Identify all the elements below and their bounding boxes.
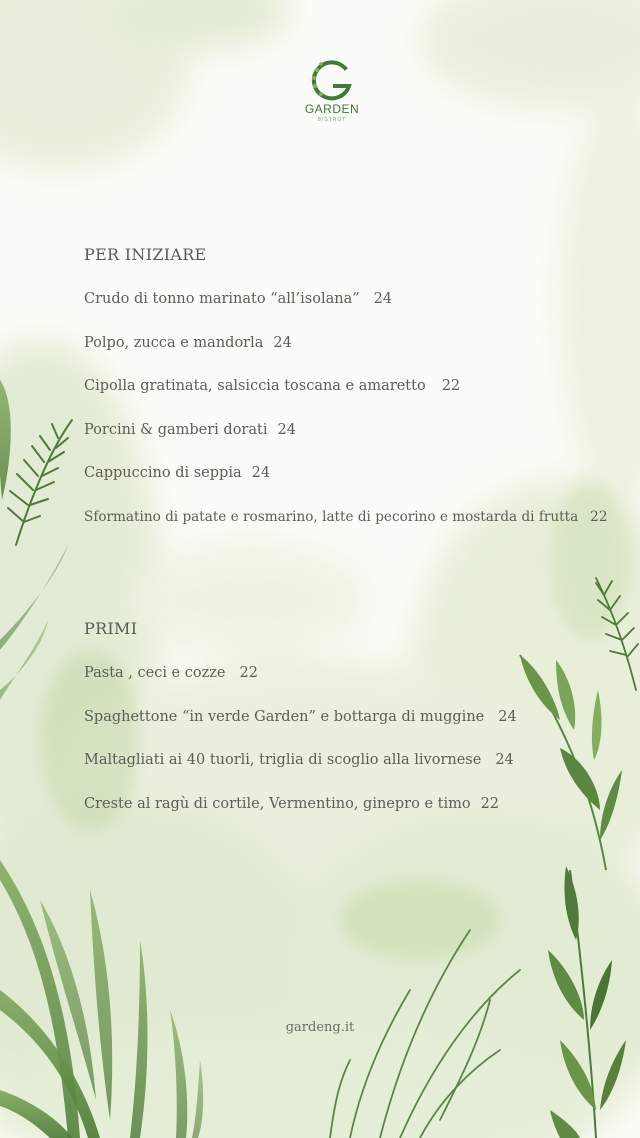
dish-name: Polpo, zucca e mandorla: [84, 334, 264, 351]
dish-price: 24: [495, 752, 514, 769]
dish-name: Crudo di tonno marinato “all’isolana”: [84, 291, 360, 307]
dish-price: 24: [273, 334, 292, 351]
menu-item: [84, 507, 608, 551]
dish-price: 22: [441, 378, 461, 395]
garden-logo: [296, 56, 368, 123]
section-per-iniziare: [84, 245, 608, 551]
brand-name: GARDEN: [304, 102, 360, 116]
menu-item: [84, 794, 604, 838]
menu-item: [84, 420, 604, 464]
menu-list: [84, 663, 604, 837]
dish-price: 24: [498, 708, 517, 725]
menu-item: [84, 376, 604, 420]
menu-item: [84, 750, 604, 794]
brand-subtitle: BISTROT: [317, 117, 347, 123]
dish-name: Pasta , ceci e cozze: [84, 665, 226, 681]
menu-item: [84, 707, 604, 751]
garden-monogram-icon: [309, 56, 355, 104]
menu-item: [84, 333, 604, 377]
dish-price: 22: [239, 665, 258, 681]
dish-price: 22: [480, 795, 500, 812]
menu-item: [84, 289, 604, 333]
dish-name: Maltagliati ai 40 tuorli, triglia di scoglio alla livornese: [84, 752, 482, 769]
dish-name: Cipolla gratinata, salsiccia toscana e amaretto: [84, 378, 426, 395]
dish-price: 24: [251, 465, 271, 482]
menu-list: [84, 289, 608, 551]
dish-name: Sformatino di patate e rosmarino, latte di pecorino e mostarda di frutta: [84, 508, 579, 525]
dish-name: Creste al ragù di cortile, Vermentino, ginepro e timo: [84, 795, 471, 812]
menu-item: [84, 663, 604, 707]
section-title: PER INIZIARE: [84, 245, 207, 264]
dish-price: 24: [373, 291, 393, 307]
dish-name: Spaghettone “in verde Garden” e bottarga di muggine: [84, 708, 485, 725]
menu-item: [84, 463, 604, 507]
website-link[interactable]: gardeng.it: [285, 1020, 355, 1035]
dish-name: Cappuccino di seppia: [84, 465, 242, 482]
dish-price: 24: [277, 421, 296, 438]
section-title: PRIMI: [84, 619, 138, 638]
dish-name: Porcini & gamberi dorati: [84, 421, 268, 438]
section-primi: [84, 619, 604, 837]
dish-price: 22: [590, 508, 608, 525]
